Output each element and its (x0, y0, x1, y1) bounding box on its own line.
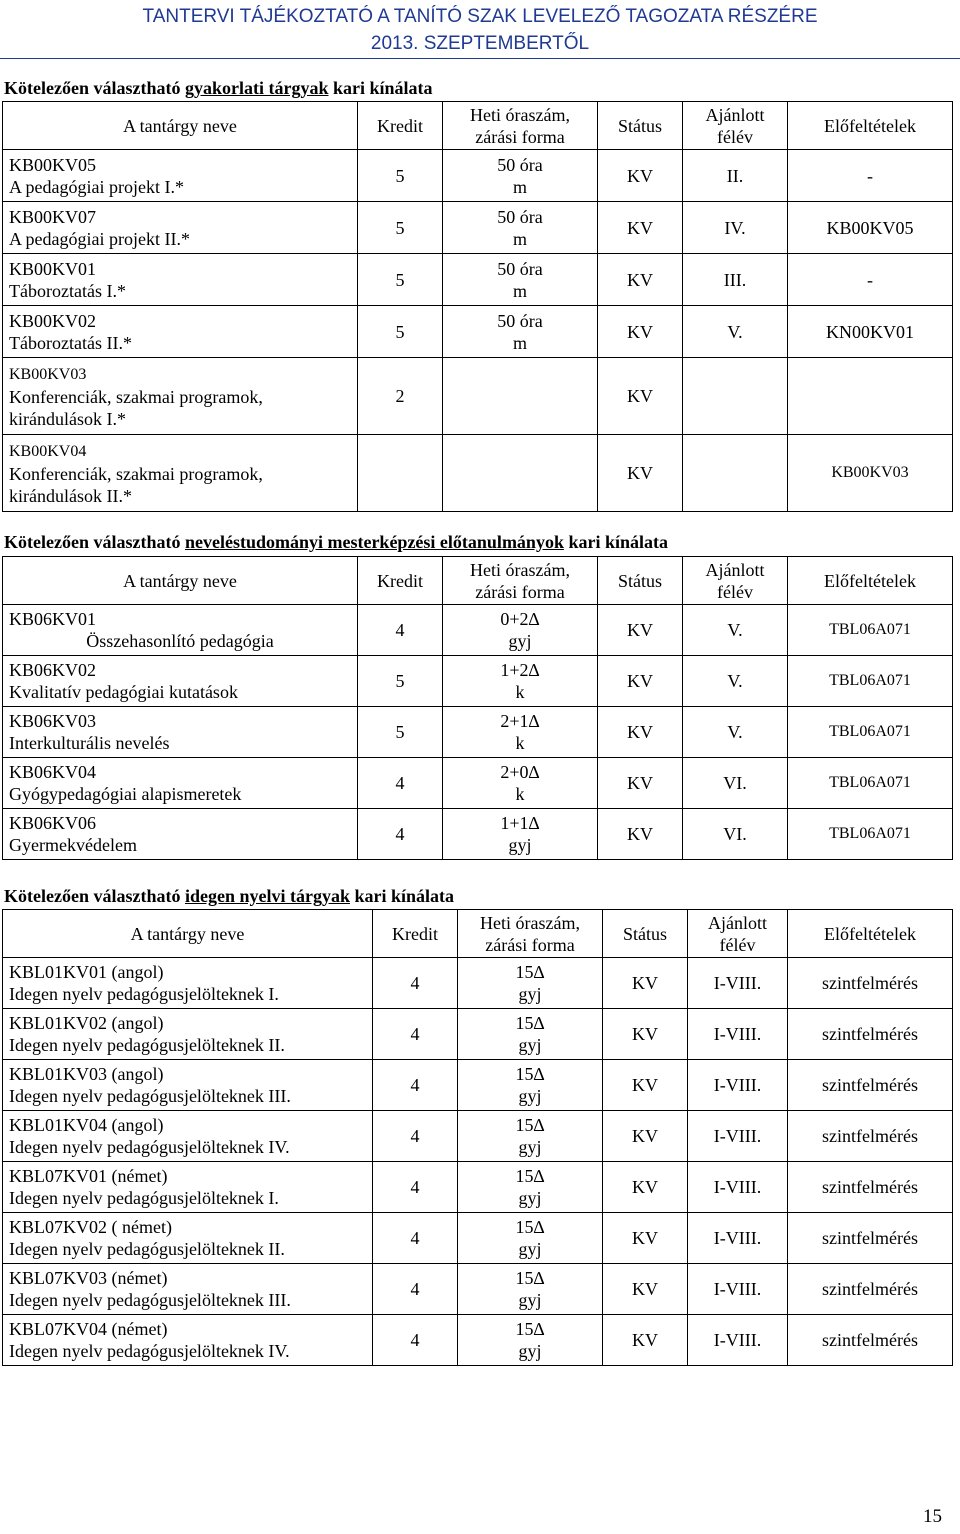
course-name: KB06KV06 Gyermekvédelem (3, 809, 358, 860)
course-name: KB06KV04 Gyógypedagógiai alapismeretek (3, 758, 358, 809)
course-name: KBL01KV03 (angol) Idegen nyelv pedagógusjelölteknek III. (3, 1060, 373, 1111)
col-ajanlott: Ajánlott félév (683, 557, 788, 605)
course-status: KV (598, 435, 683, 512)
course-elofeltetel: szintfelmérés (788, 1111, 953, 1162)
header-title: TANTERVI TÁJÉKOZTATÓ A TANÍTÓ SZAK LEVELEZŐ TAGOZATA RÉSZÉRE (142, 6, 818, 27)
table-row (3, 1060, 953, 1111)
course-heti: 15∆ gyj (458, 1060, 603, 1111)
course-elofeltetel (788, 358, 953, 435)
table-row (3, 254, 953, 306)
section3-table (2, 909, 953, 1366)
course-elofeltetel: TBL06A071 (788, 758, 953, 809)
course-heti: 15∆ gyj (458, 1315, 603, 1366)
course-heti: 1+1∆ gyj (443, 809, 598, 860)
table-row (3, 1009, 953, 1060)
course-felev: V. (683, 605, 788, 656)
col-ajanlott: Ajánlott félév (683, 102, 788, 150)
course-elofeltetel: - (788, 150, 953, 202)
course-name: KBL01KV04 (angol) Idegen nyelv pedagógusjelölteknek IV. (3, 1111, 373, 1162)
col-kredit: Kredit (358, 102, 443, 150)
course-name: KB00KV02 Táboroztatás II.* (3, 306, 358, 358)
course-kredit: 5 (358, 306, 443, 358)
course-status: KV (603, 958, 688, 1009)
course-status: KV (598, 707, 683, 758)
course-kredit: 4 (373, 958, 458, 1009)
course-kredit: 5 (358, 656, 443, 707)
table-row (3, 958, 953, 1009)
course-status: KV (603, 1009, 688, 1060)
col-status: Státus (598, 102, 683, 150)
course-name: KB00KV01 Táboroztatás I.* (3, 254, 358, 306)
col-status: Státus (598, 557, 683, 605)
col-elofeltetelek: Előfeltételek (788, 557, 953, 605)
course-felev: I-VIII. (688, 1315, 788, 1366)
course-kredit: 5 (358, 202, 443, 254)
course-kredit: 5 (358, 254, 443, 306)
course-elofeltetel: szintfelmérés (788, 1162, 953, 1213)
section1-table (2, 101, 953, 512)
course-name: KBL01KV02 (angol) Idegen nyelv pedagógusjelölteknek II. (3, 1009, 373, 1060)
course-heti: 15∆ gyj (458, 1213, 603, 1264)
course-heti: 0+2∆ gyj (443, 605, 598, 656)
course-kredit: 4 (373, 1060, 458, 1111)
course-felev: V. (683, 306, 788, 358)
col-ajanlott: Ajánlott félév (688, 910, 788, 958)
col-heti: Heti óraszám, zárási forma (458, 910, 603, 958)
table-row (3, 809, 953, 860)
table-row (3, 202, 953, 254)
page-number: 15 (923, 1506, 942, 1527)
course-heti (443, 435, 598, 512)
course-kredit: 4 (373, 1162, 458, 1213)
course-felev: I-VIII. (688, 1213, 788, 1264)
course-elofeltetel: szintfelmérés (788, 1315, 953, 1366)
course-name: KBL07KV02 ( német) Idegen nyelv pedagógusjelölteknek II. (3, 1213, 373, 1264)
table-row (3, 656, 953, 707)
course-kredit: 4 (358, 809, 443, 860)
course-heti: 15∆ gyj (458, 1009, 603, 1060)
table-row (3, 435, 953, 512)
course-heti: 50 óra m (443, 254, 598, 306)
table-row (3, 358, 953, 435)
table-row (3, 1111, 953, 1162)
course-felev: I-VIII. (688, 1060, 788, 1111)
table-row (3, 1264, 953, 1315)
course-status: KV (603, 1111, 688, 1162)
course-elofeltetel: szintfelmérés (788, 1264, 953, 1315)
course-felev (683, 435, 788, 512)
course-name: KBL07KV01 (német) Idegen nyelv pedagógusjelölteknek I. (3, 1162, 373, 1213)
course-name: KBL01KV01 (angol) Idegen nyelv pedagógusjelölteknek I. (3, 958, 373, 1009)
course-felev: I-VIII. (688, 1009, 788, 1060)
course-name: KBL07KV03 (német) Idegen nyelv pedagógusjelölteknek III. (3, 1264, 373, 1315)
course-name: KB06KV01 Összehasonlító pedagógia (3, 605, 358, 656)
col-kredit: Kredit (358, 557, 443, 605)
course-elofeltetel: szintfelmérés (788, 958, 953, 1009)
course-elofeltetel: TBL06A071 (788, 707, 953, 758)
course-elofeltetel: szintfelmérés (788, 1060, 953, 1111)
course-status: KV (603, 1315, 688, 1366)
course-felev: VI. (683, 758, 788, 809)
table-row (3, 1213, 953, 1264)
course-felev: V. (683, 656, 788, 707)
course-kredit (358, 435, 443, 512)
course-status: KV (603, 1264, 688, 1315)
course-elofeltetel: szintfelmérés (788, 1009, 953, 1060)
table-row (3, 150, 953, 202)
course-elofeltetel: TBL06A071 (788, 809, 953, 860)
course-status: KV (598, 306, 683, 358)
course-status: KV (603, 1162, 688, 1213)
col-status: Státus (603, 910, 688, 958)
document-header (0, 0, 960, 57)
course-name: KB06KV02 Kvalitatív pedagógiai kutatások (3, 656, 358, 707)
course-felev: I-VIII. (688, 1111, 788, 1162)
course-felev: VI. (683, 809, 788, 860)
course-felev: III. (683, 254, 788, 306)
course-felev (683, 358, 788, 435)
course-kredit: 4 (373, 1264, 458, 1315)
course-kredit: 5 (358, 707, 443, 758)
course-felev: I-VIII. (688, 1264, 788, 1315)
course-kredit: 4 (373, 1315, 458, 1366)
course-name: KB06KV03 Interkulturális nevelés (3, 707, 358, 758)
section2-table (2, 556, 953, 860)
header-rule (0, 58, 960, 59)
course-felev: IV. (683, 202, 788, 254)
course-heti: 1+2∆ k (443, 656, 598, 707)
course-kredit: 4 (373, 1213, 458, 1264)
table-row (3, 1315, 953, 1366)
course-status: KV (603, 1213, 688, 1264)
course-elofeltetel: - (788, 254, 953, 306)
col-heti: Heti óraszám, zárási forma (443, 102, 598, 150)
course-heti: 15∆ gyj (458, 958, 603, 1009)
course-elofeltetel: TBL06A071 (788, 605, 953, 656)
section1-title: Kötelezően választható gyakorlati tárgyak kari kínálata (4, 78, 433, 98)
col-elofeltetelek: Előfeltételek (788, 910, 953, 958)
section1-header-row (3, 102, 953, 150)
course-status: KV (598, 254, 683, 306)
course-status: KV (598, 605, 683, 656)
col-name: A tantárgy neve (3, 102, 358, 150)
col-name: A tantárgy neve (3, 910, 373, 958)
course-name: KB00KV05 A pedagógiai projekt I.* (3, 150, 358, 202)
course-status: KV (598, 358, 683, 435)
course-status: KV (598, 758, 683, 809)
course-felev: V. (683, 707, 788, 758)
course-status: KV (598, 202, 683, 254)
course-heti: 2+1∆ k (443, 707, 598, 758)
course-heti: 15∆ gyj (458, 1111, 603, 1162)
section2-header-row (3, 557, 953, 605)
course-heti (443, 358, 598, 435)
course-status: KV (598, 656, 683, 707)
course-heti: 50 óra m (443, 306, 598, 358)
course-felev: II. (683, 150, 788, 202)
course-elofeltetel: KN00KV01 (788, 306, 953, 358)
course-name: KB00KV03 Konferenciák, szakmai programok, kirándulások I.* (3, 358, 358, 435)
course-felev: I-VIII. (688, 958, 788, 1009)
course-heti: 50 óra m (443, 150, 598, 202)
course-kredit: 4 (358, 605, 443, 656)
course-kredit: 4 (373, 1009, 458, 1060)
course-kredit: 5 (358, 150, 443, 202)
col-elofeltetelek: Előfeltételek (788, 102, 953, 150)
course-elofeltetel: KB00KV05 (788, 202, 953, 254)
col-name: A tantárgy neve (3, 557, 358, 605)
course-heti: 15∆ gyj (458, 1162, 603, 1213)
course-status: KV (603, 1060, 688, 1111)
course-kredit: 2 (358, 358, 443, 435)
table-row (3, 306, 953, 358)
table-row (3, 707, 953, 758)
col-kredit: Kredit (373, 910, 458, 958)
course-heti: 50 óra m (443, 202, 598, 254)
course-name: KBL07KV04 (német) Idegen nyelv pedagógusjelölteknek IV. (3, 1315, 373, 1366)
course-kredit: 4 (358, 758, 443, 809)
course-status: KV (598, 809, 683, 860)
col-heti: Heti óraszám, zárási forma (443, 557, 598, 605)
header-subtitle: 2013. SZEPTEMBERTŐL (370, 33, 590, 54)
course-status: KV (598, 150, 683, 202)
course-name: KB00KV07 A pedagógiai projekt II.* (3, 202, 358, 254)
course-elofeltetel: szintfelmérés (788, 1213, 953, 1264)
course-heti: 2+0∆ k (443, 758, 598, 809)
section2-title: Kötelezően választható neveléstudományi mesterképzési előtanulmányok kari kínálata (4, 532, 668, 552)
course-elofeltetel: KB00KV03 (788, 435, 953, 512)
table-row (3, 758, 953, 809)
section3-title: Kötelezően választható idegen nyelvi tárgyak kari kínálata (4, 886, 454, 906)
course-elofeltetel: TBL06A071 (788, 656, 953, 707)
course-kredit: 4 (373, 1111, 458, 1162)
section3-header-row (3, 910, 953, 958)
table-row (3, 605, 953, 656)
table-row (3, 1162, 953, 1213)
course-name: KB00KV04 Konferenciák, szakmai programok, kirándulások II.* (3, 435, 358, 512)
course-felev: I-VIII. (688, 1162, 788, 1213)
course-heti: 15∆ gyj (458, 1264, 603, 1315)
